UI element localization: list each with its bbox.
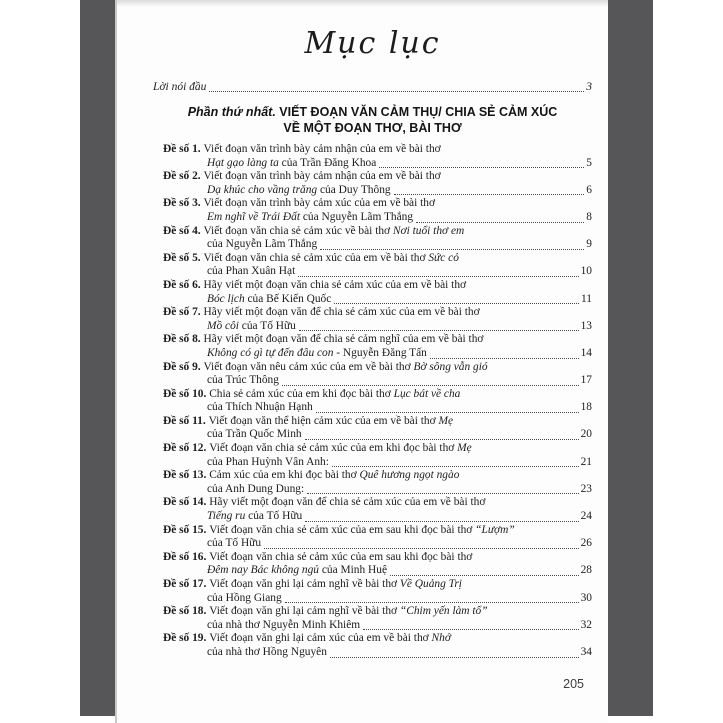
toc-entry: Đề số 6. Hãy viết một đoạn văn chia sẻ cảm xúc của em về bài thơ Bóc lịch của Bế Kiến Quốc 11 [163, 278, 592, 305]
entry-number: Đề số 14. [163, 496, 210, 509]
entry-continuation: Hạt gạo làng ta của Trần Đăng Khoa [207, 156, 377, 169]
entry-page-number: 26 [580, 537, 592, 550]
dot-leader [209, 91, 584, 92]
toc-intro-entry [153, 80, 592, 94]
toc-entry: Đề số 7. Hãy viết một đoạn văn để chia sẻ cảm xúc của em về bài thơ Mồ côi của Tố Hữu 13 [163, 306, 592, 332]
entry-continuation: của Trúc Thông [207, 374, 279, 387]
entry-number: Đề số 5. [163, 251, 204, 264]
entry-page-number: 6 [586, 183, 592, 196]
toc-entry: Đề số 12. Viết đoạn văn chia sẻ cảm xúc của em khi đọc bài thơ Mẹ của Phan Huỳnh Vân Anh: 21 [163, 442, 592, 468]
toc-entry: Đề số 18. Viết đoạn văn ghi lại cảm nghĩ về bài thơ “Chim yến làm tổ” của nhà thơ Nguyễn Minh Khiêm 32 [163, 605, 592, 631]
entry-number: Đề số 16. [163, 550, 210, 563]
dot-leader [334, 303, 579, 304]
entry-continuation: của Tố Hữu [207, 537, 262, 550]
toc-entry: Đề số 15. Viết đoạn văn chia sẻ cảm xúc của em sau khi đọc bài thơ “Lượm” của Tố Hữu 26 [163, 523, 592, 550]
toc-entry: Đề số 8. Hãy viết một đoạn văn để chia sẻ cảm nghĩ của em về bài thơ Không có gì tự đến đâu con - Nguyễn Đăng Tấn 14 [163, 333, 592, 359]
entry-page-number: 30 [580, 591, 592, 604]
toc-entry: Đề số 13. Cảm xúc của em khi đọc bài thơ Quê hương ngọt ngào của Anh Dung Dung: 23 [163, 469, 592, 495]
book-cover-edge-right [608, 0, 653, 716]
toc-entry: Đề số 16. Viết đoạn văn chia sẻ cảm xúc của em sau khi đọc bài thơ Đêm nay Bác không ngủ của Minh Huệ 28 [163, 550, 592, 577]
dot-leader [264, 548, 579, 549]
toc-entry: Đề số 14. Hãy viết một đoạn văn để chia sẻ cảm xúc của em về bài thơ Tiếng ru của Tố Hữu 24 [163, 496, 592, 523]
entry-page-number: 10 [580, 265, 592, 278]
toc-entry: Đề số 2. Viết đoạn văn trình bày cảm nhận của em về bài thơ Dạ khúc cho vầng trăng của Duy Thông 6 [163, 170, 592, 196]
entry-number: Đề số 6. [163, 278, 204, 291]
entry-page-number: 13 [580, 319, 592, 332]
entry-page-number: 9 [586, 238, 592, 251]
entry-page-number: 5 [586, 156, 592, 169]
entry-number: Đề số 7. [163, 306, 204, 319]
book-cover-edge-left [80, 0, 115, 716]
entry-continuation: Tiếng ru của Tố Hữu [207, 510, 303, 523]
entry-number: Đề số 4. [163, 224, 204, 237]
entry-number: Đề số 11. [163, 414, 209, 427]
dot-leader [320, 249, 584, 250]
entry-continuation: của Thích Nhuận Hạnh [207, 401, 313, 414]
toc-list [153, 143, 592, 660]
toc-entry: Đề số 19. Viết đoạn văn ghi lại cảm xúc của em về bài thơ Nhớ của nhà thơ Hồng Nguyên 34 [163, 632, 592, 658]
folio-page-number: 205 [563, 677, 584, 691]
dot-leader [305, 439, 579, 440]
toc-entry: Đề số 10. Chia sẻ cảm xúc của em khi đọc bài thơ Lục bát về cha của Thích Nhuận Hạnh 18 [163, 387, 592, 414]
dot-leader [299, 330, 579, 331]
dot-leader [282, 385, 579, 386]
entry-number: Đề số 8. [163, 333, 204, 346]
dot-leader [390, 575, 579, 576]
entry-page-number: 20 [580, 428, 592, 441]
dot-leader [430, 358, 579, 359]
dot-leader [332, 466, 579, 467]
section-title-line1: VIẾT ĐOẠN VĂN CẢM THỤ/ CHIA SẺ CẢM XÚC [279, 105, 558, 119]
entry-continuation: của Anh Dung Dung: [207, 482, 305, 495]
entry-continuation: Em nghĩ về Trái Đất của Nguyễn Lãm Thắng [207, 210, 414, 223]
toc-entry: Đề số 3. Viết đoạn văn trình bày cảm xúc của em về bài thơ Em nghĩ về Trái Đất của Nguyễn Lãm Thắng 8 [163, 197, 592, 223]
dot-leader [363, 629, 578, 630]
entry-number: Đề số 19. [163, 632, 210, 645]
intro-label: Lời nói đầu [153, 81, 207, 93]
entry-number: Đề số 3. [163, 197, 204, 210]
entry-continuation: của Phan Huỳnh Vân Anh: [207, 455, 329, 468]
entry-page-number: 32 [580, 618, 592, 631]
entry-number: Đề số 18. [163, 605, 210, 618]
section-title-line2: VỀ MỘT ĐOẠN THƠ, BÀI THƠ [283, 121, 462, 135]
dot-leader [298, 276, 578, 277]
entry-page-number: 21 [580, 455, 592, 468]
book-page [115, 0, 608, 723]
entry-number: Đề số 15. [163, 523, 210, 536]
entry-continuation: của Hồng Giang [207, 591, 282, 604]
entry-continuation: Mồ côi của Tố Hữu [207, 319, 296, 332]
entry-number: Đề số 1. [163, 143, 204, 155]
entry-page-number: 23 [580, 482, 592, 495]
toc-entry: Đề số 9. Viết đoạn văn nêu cảm xúc của em về bài thơ Bờ sông vẫn gió của Trúc Thông 17 [163, 360, 592, 387]
entry-number: Đề số 9. [163, 360, 204, 373]
toc-entry: Đề số 11. Viết đoạn văn thể hiện cảm xúc của em về bài thơ Mẹ của Trần Quốc Minh 20 [163, 414, 592, 441]
toc-entry: Đề số 1. Viết đoạn văn trình bày cảm nhận của em về bài thơ Hạt gạo làng ta của Trần Đăng Khoa 5 [163, 143, 592, 169]
entry-continuation: Không có gì tự đến đâu con - Nguyễn Đăng Tấn [207, 346, 427, 359]
dot-leader [305, 521, 578, 522]
entry-number: Đề số 17. [163, 578, 210, 590]
entry-page-number: 17 [580, 374, 592, 387]
dot-leader [316, 412, 579, 413]
entry-continuation: của nhà thơ Hồng Nguyên [207, 645, 327, 658]
entry-continuation: của Trần Quốc Minh [207, 428, 302, 441]
entry-number: Đề số 10. [163, 387, 210, 400]
entry-number: Đề số 13. [163, 469, 210, 482]
entry-continuation: của nhà thơ Nguyễn Minh Khiêm [207, 618, 361, 631]
toc-entry: Đề số 17. Viết đoạn văn ghi lại cảm nghĩ về bài thơ Về Quảng Trị của Hồng Giang 30 [163, 578, 592, 604]
dot-leader [285, 602, 579, 603]
section-heading [153, 104, 592, 136]
entry-continuation: của Phan Xuân Hạt [207, 265, 296, 278]
dot-leader [307, 493, 578, 494]
entry-continuation: của Nguyễn Lãm Thắng [207, 238, 318, 251]
entry-page-number: 34 [580, 645, 592, 658]
dot-leader [416, 222, 584, 223]
entry-continuation: Bóc lịch của Bế Kiến Quốc [207, 292, 332, 305]
entry-page-number: 11 [581, 292, 592, 305]
entry-page-number: 8 [586, 210, 592, 223]
entry-continuation: Dạ khúc cho vầng trăng của Duy Thông [207, 183, 391, 196]
dot-leader [379, 167, 584, 168]
toc-entry: Đề số 4. Viết đoạn văn chia sẻ cảm xúc về bài thơ Nơi tuổi thơ em của Nguyễn Lãm Thắng 9 [163, 224, 592, 251]
entry-page-number: 14 [580, 346, 592, 359]
section-prefix: Phần thứ nhất. [187, 105, 276, 119]
entry-page-number: 28 [580, 564, 592, 577]
page-title: Mục lục [304, 26, 441, 61]
entry-page-number: 18 [580, 401, 592, 414]
entry-page-number: 24 [580, 510, 592, 523]
dot-leader [330, 657, 579, 658]
dot-leader [394, 194, 585, 195]
entry-continuation: Đêm nay Bác không ngủ của Minh Huệ [207, 564, 387, 577]
entry-number: Đề số 12. [163, 442, 210, 455]
intro-page-number: 3 [586, 81, 592, 93]
toc-entry: Đề số 5. Viết đoạn văn chia sẻ cảm xúc của em về bài thơ Sức cỏ của Phan Xuân Hạt 10 [163, 251, 592, 278]
entry-number: Đề số 2. [163, 170, 204, 183]
